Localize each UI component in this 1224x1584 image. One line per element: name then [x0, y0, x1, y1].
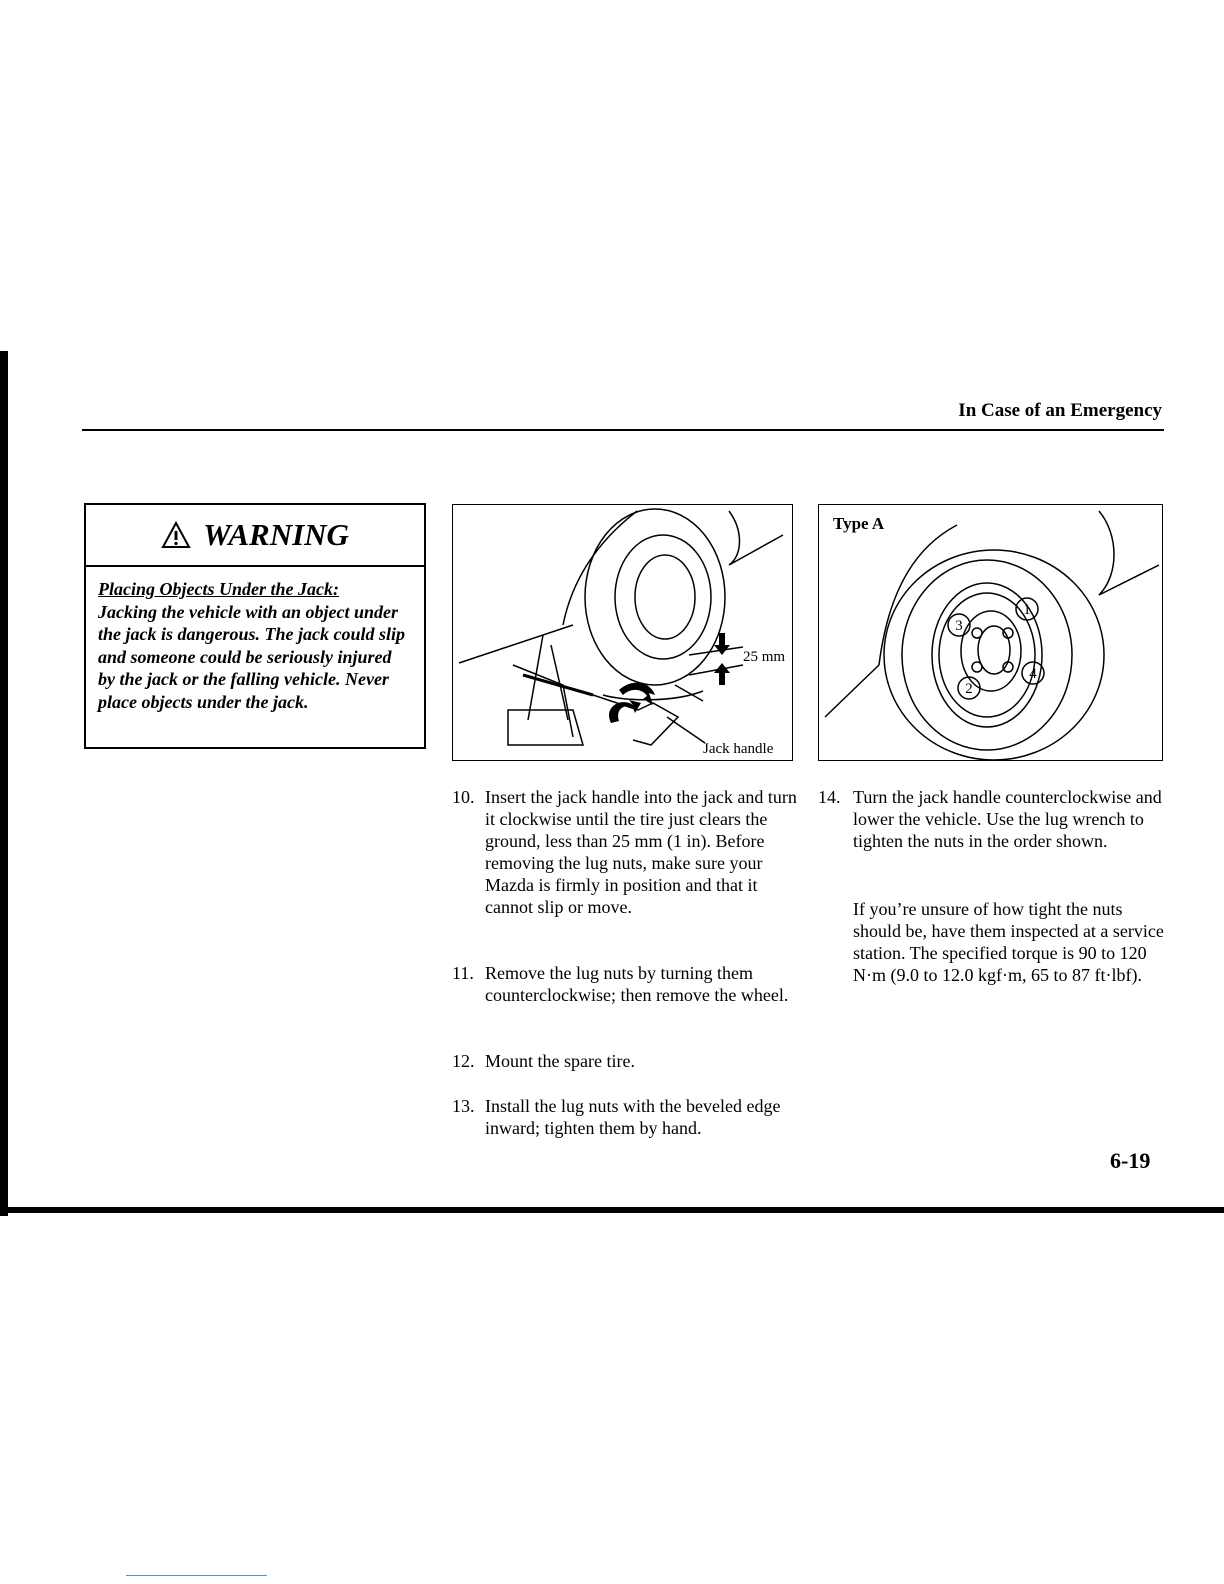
step-text: Mount the spare tire.	[485, 1051, 635, 1071]
lug-nut-order-illustration	[818, 504, 1163, 761]
page-number: 6-19	[1110, 1148, 1151, 1173]
warning-body-container	[86, 567, 424, 713]
step-number: 12.	[452, 1051, 475, 1071]
step-11	[452, 962, 797, 1006]
blue-underline	[126, 1575, 267, 1576]
step-number: 13.	[452, 1096, 475, 1116]
step-12	[452, 1050, 797, 1072]
jack-illustration	[452, 504, 793, 761]
warning-text: Jacking the vehicle with an object under the jack is dangerous. The jack could slip and someone could be seriously injured by the jack or the falling vehicle. Never place objects under the jack.	[98, 601, 406, 712]
step-number: 10.	[452, 787, 475, 807]
step-10	[452, 786, 797, 918]
wheel-drawing	[819, 505, 1164, 762]
nut-order-3: 3	[955, 618, 963, 634]
step-13	[452, 1095, 797, 1139]
header-rule	[82, 429, 1164, 431]
warning-title: WARNING	[203, 517, 349, 552]
nut-order-4: 4	[1029, 666, 1037, 682]
bottom-rule	[0, 1207, 1224, 1213]
type-label: Type A	[833, 514, 885, 533]
step-number: 11.	[452, 963, 474, 983]
warning-header	[86, 505, 424, 567]
warning-triangle-icon	[161, 521, 191, 549]
nut-order-2: 2	[965, 681, 973, 697]
step-text: Turn the jack handle counterclockwise and lower the vehicle. Use the lug wrench to tighten the nuts in the order shown.	[853, 787, 1162, 851]
step-text: Install the lug nuts with the beveled edge inward; tighten them by hand.	[485, 1096, 781, 1138]
step-text: Remove the lug nuts by turning them counterclockwise; then remove the wheel.	[485, 963, 789, 1005]
step-number: 14.	[818, 787, 841, 807]
torque-note: If you’re unsure of how tight the nuts should be, have them inspected at a service station. The specified torque is 90 to 120 N·m (9.0 to 12.0 kgf·m, 65 to 87 ft·lbf).	[853, 899, 1164, 985]
step-text: Insert the jack handle into the jack and turn it clockwise until the tire just clears the ground, less than 25 mm (1 in). Before removing the lug nuts, make sure your Mazda is firmly in position and that it cannot slip or move.	[485, 787, 797, 917]
page-edge-bar	[0, 351, 8, 1216]
warning-box	[84, 503, 426, 749]
step-14	[818, 786, 1168, 852]
clearance-label: 25 mm	[743, 649, 786, 665]
section-title: In Case of an Emergency	[958, 400, 1162, 421]
jack-drawing	[453, 505, 794, 762]
nut-order-1: 1	[1023, 602, 1031, 618]
warning-subtitle: Placing Objects Under the Jack:	[98, 579, 339, 599]
jack-handle-label: Jack handle	[703, 741, 774, 757]
